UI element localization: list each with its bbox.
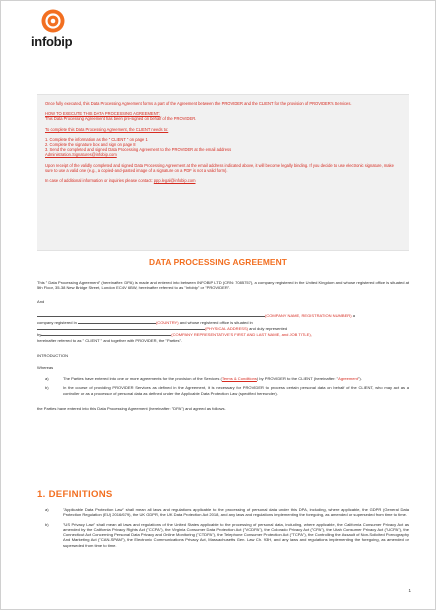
notice-contact: In case of additional information or inquiries please contact: ppp.legal@infobip.com — [45, 178, 196, 184]
client-name-line: (COMPANY NAME, REGISTRATION NUMBER) a — [37, 312, 409, 318]
execution-notice-box — [37, 94, 409, 251]
notice-intro: Once fully executed, this Data Processing Agreement forms a part of the Agreement between the PROVIDER and the CLIENT for the provision of PROVIDER's Services. — [45, 101, 352, 106]
client-name-field[interactable] — [37, 312, 265, 317]
legal-email-link[interactable]: ppp.legal@infobip.com — [153, 178, 196, 184]
infobip-logo-mark-icon — [41, 9, 65, 33]
client-country-field[interactable] — [78, 319, 156, 324]
notice-steps-list — [45, 137, 401, 158]
definition-item: a) "Applicable Data Protection Law" shall mean all laws and regulations applicable to the processing of personal data under this DPA, including, where applicable, the GDPR (General Data Protection Regulation (EU) 2016/679), the UK GDPR, the UK Data Protection Act 2018, and any laws and regulations implementing the foregoing, as amended or superseded from time to time. — [45, 507, 409, 518]
signatures-email-link[interactable]: Administration.Signatures@infobip.com — [45, 152, 117, 158]
client-reference: hereinafter referred to as " CLIENT " and together with PROVIDER, the "Parties". — [37, 337, 183, 343]
infobip-logo — [31, 9, 91, 49]
client-rep-line: by (COMPANY REPRESENTATIVE'S FIRST AND LAST NAME, and JOB TITLE), — [37, 332, 312, 338]
whereas-label: Whereas — [37, 364, 54, 370]
whereas-item: b) In the course of providing PROVIDER Services as defined in the Agreement, it is necessary for PROVIDER to process certain personal data on behalf of the CLIENT, who may act as a controller or as a processor of personal data as defined under the Applicable Data Protection Law (specified hereunder). — [45, 385, 409, 396]
notice-step: 3. Send the completed and signed Data Processing Agreement to the PROVIDER at the email address Administration.Signatures@infobip.com — [45, 147, 232, 158]
section-heading-definitions: 1. DEFINITIONS — [37, 489, 113, 500]
client-country-line: company registered in (COUNTRY) and whose registered office is situated in — [37, 319, 253, 325]
introduction-heading: INTRODUCTION — [37, 353, 69, 359]
agreement-body — [37, 280, 409, 412]
parties-paragraph: This " Data Processing Agreement" (hereinafter: DPA) is made and entered into between INFOBIP LTD (CRN: 7085757), a company registered in the United Kingdom and whose registered office is situated at 5th Floor, 35-38 New Bridge Street, London EC4V 6BW, hereinafter referred to as "Infobip" or "PROVIDER". — [37, 280, 409, 291]
terms-conditions-link[interactable]: Terms & Conditions — [221, 376, 257, 382]
notice-how-heading: HOW TO EXECUTE THIS DATA PROCESSING AGREEMENT: This Data Processing Agreement has been pre-signed on behalf of the PROVIDER. — [45, 111, 197, 122]
logo-wordmark: infobip — [31, 34, 73, 49]
notice-receipt: Upon receipt of the validly completed and signed Data Processing Agreement at the email address indicated above, it will become legally binding. If you decide to use electronic signature, make sure to use a valid one (e.g., a copied-and-pasted image of a signature on a PDF is not a valid form). — [45, 162, 394, 173]
client-address-field[interactable] — [37, 325, 205, 330]
client-address-line: (PHYSICAL ADDRESS) and duly represented — [37, 325, 409, 331]
notice-step: 1. Complete the information as the " CLIENT " on page 1 — [45, 136, 148, 142]
agreement-statement: the Parties have entered into this Data Processing Agreement (hereinafter: "DPA") and agreed as follows. — [37, 406, 226, 412]
and-label: And — [37, 298, 45, 304]
definitions-list — [37, 507, 409, 552]
notice-steps-heading: To complete this Data Processing Agreement, the CLIENT needs to: — [45, 126, 169, 132]
document-title: DATA PROCESSING AGREEMENT — [149, 257, 287, 267]
definition-item: b) "US Privacy Law" shall mean all laws and regulations of the United States applicable to the processing of personal data, including, where applicable, the California Consumer Privacy Act as amended by the California Privacy Rights Act ("CCPA"), the Virginia Consumer Data Protection Act ("VCDPA"), the Colorado Privacy Act ("CPA"), the Utah Consumer Privacy Act ("UCPA"), the Connecticut Act Concerning Personal Data Privacy and Online Monitoring ("CTDPA"), the Telephone Consumer Protection Act ("TCPA"), the Controlling the Assault of Non-Solicited Pornography And Marketing Act ("CAN-SPAM"), the Electronic Communications Privacy Act, Massachusetts Gen. Law Ch. 93H, and any laws and regulations implementing the foregoing, as amended or superseded from time to time. — [45, 521, 409, 548]
page-number: 1 — [408, 588, 411, 593]
whereas-item: a) The Parties have entered into one or more agreements for the provision of the Services (Terms & Conditions) by PROVIDER to the CLIENT (hereinafter: "Agreement"). — [45, 376, 362, 382]
notice-step: 2. Complete the signature box and sign on page 8 — [45, 142, 136, 148]
client-representative-field[interactable] — [41, 331, 171, 336]
